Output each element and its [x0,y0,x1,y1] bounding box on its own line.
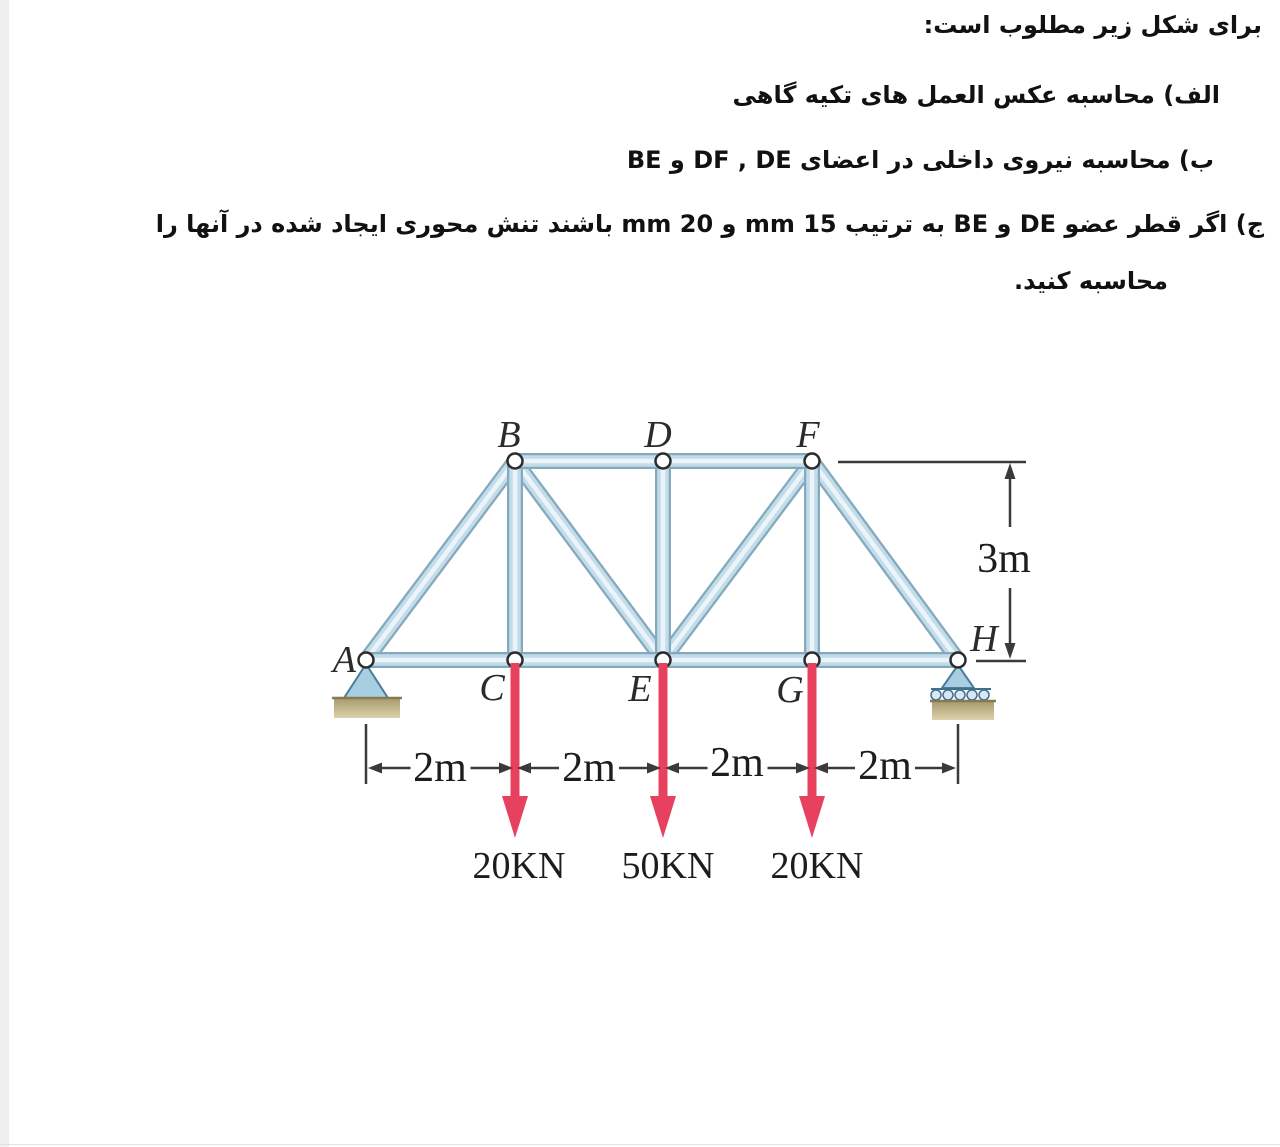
truss-member-BE [515,461,663,660]
joint-label-C: C [479,667,505,709]
problem-part-a: الف) محاسبه عکس العمل های تکیه گاهی [732,81,1220,109]
roller-wheel [955,690,965,700]
load-arrowhead-C [502,796,528,838]
span-arrowhead-left [368,763,382,774]
roller-wheel [943,690,953,700]
ground-block-H [932,701,994,720]
problem-part-c-cont: محاسبه کنید. [1013,267,1168,295]
joint-label-H: H [970,618,998,660]
span-dim-label-3: 2m [710,740,764,786]
span-dim-label-4: 2m [858,743,912,789]
span-dim-label-1: 2m [413,745,467,791]
truss-member-AB [366,461,515,660]
joint-A [359,653,374,668]
joint-label-B: B [497,414,521,456]
load-arrowhead-E [650,796,676,838]
joint-label-G: G [776,669,804,711]
joint-label-A: A [332,639,356,681]
load-label-E: 50KN [621,845,715,887]
roller-wheel [931,690,941,700]
ground-block-A [334,698,400,718]
problem-part-b: ب) محاسبه نیروی داخلی در اعضای DF , DE و BE [626,146,1214,174]
load-label-G: 20KN [770,845,864,887]
truss-member-FH [812,461,958,660]
problem-intro: برای شکل زیر مطلوب است: [923,11,1262,39]
joint-label-D: D [644,414,672,456]
roller-wheel [967,690,977,700]
height-dim-label: 3m [977,536,1031,582]
load-labels [473,845,864,887]
roller-wheel [979,690,989,700]
roller-support-H [930,665,996,720]
span-dim-label-2: 2m [562,745,616,791]
height-dim-down-arrowhead [1005,643,1016,659]
joint-label-E: E [628,668,652,710]
height-dim-up-arrowhead [1005,463,1016,479]
load-label-C: 20KN [472,845,566,887]
truss-member-EF [663,461,812,660]
truss-members [366,461,958,660]
problem-part-c: ج) اگر قطر عضو DE و BE به ترتیب 15 mm و 20 mm باشند تنش محوری ایجاد شده در آنها را [155,210,1264,238]
joint-H [951,653,966,668]
span-arrowhead-right [942,763,956,774]
load-arrowhead-G [799,796,825,838]
joint-label-F: F [796,414,820,456]
